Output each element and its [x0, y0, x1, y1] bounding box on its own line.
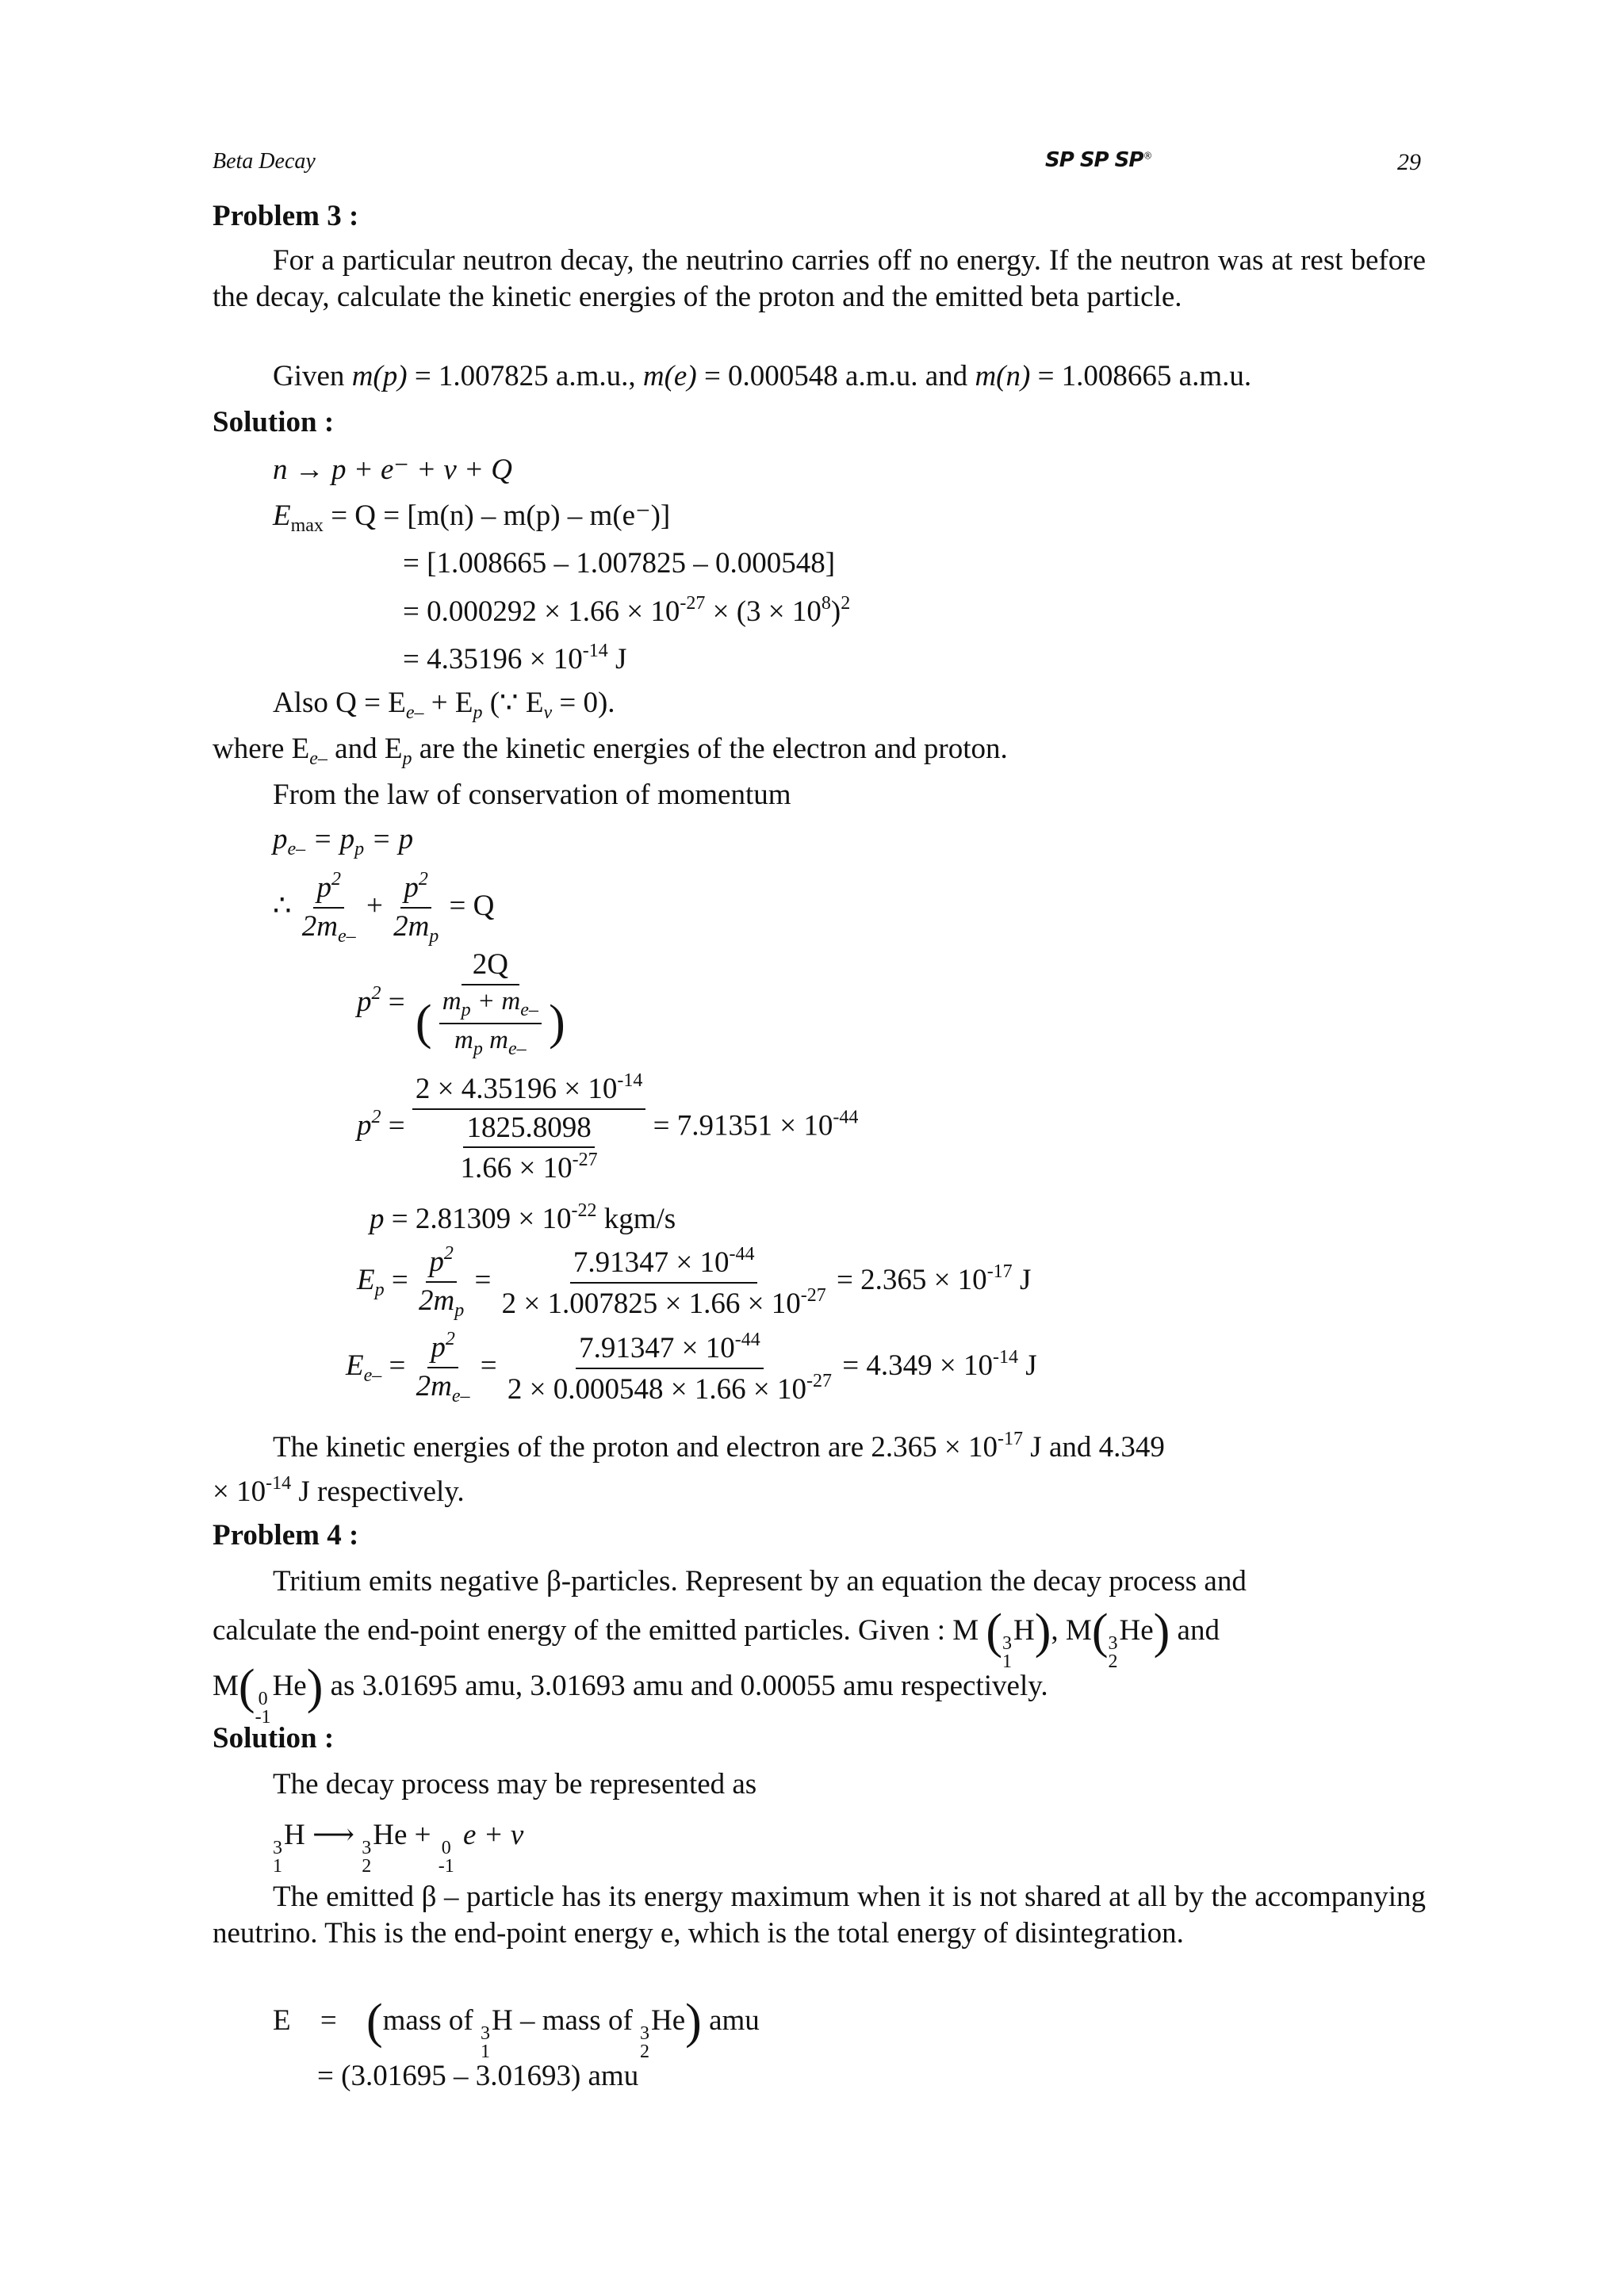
momentum-equation: [273, 821, 413, 861]
p4-comma: ,: [1051, 1614, 1059, 1647]
proton-energy-equation: [357, 1243, 1031, 1322]
concl-exp1: -17: [998, 1429, 1024, 1449]
energy-sum-equation: [273, 869, 494, 947]
mr-m1: m: [442, 986, 462, 1016]
p4-M2: M: [1065, 1614, 1092, 1647]
p4-and: and: [1177, 1614, 1220, 1647]
where-c: are the kinetic energies of the electron and proton.: [412, 733, 1008, 765]
iso-he-sym: He: [1119, 1614, 1154, 1647]
ees-2m: 2m: [416, 1369, 452, 1402]
ee-eq2: =: [480, 1349, 497, 1383]
ees-sub: e–: [451, 1385, 470, 1406]
epn-den: 2 × 1.007825 × 1.66 × 10: [501, 1287, 801, 1320]
therefore-symbol: ∴: [273, 890, 292, 923]
nf-den: [454, 1110, 604, 1186]
de-he-plus: He +: [373, 1819, 431, 1851]
een-den: 2 × 0.000548 × 1.66 × 10: [507, 1372, 807, 1406]
pv-val: = 2.81309 × 10: [391, 1203, 572, 1235]
me-value: = 0.000548 a.m.u. and: [703, 360, 968, 392]
solution4-paragraph: The emitted β – particle has its energy maximum when it is not shared at all by the accompanying neutrino. This is the end-point energy e, which is the total energy of disintegration.: [213, 1881, 1426, 1950]
equals-Q: = Q: [449, 890, 495, 923]
ee2-h-z: 1: [480, 2041, 490, 2062]
problem4-line3: M( 0 -1 He) as 3.01695 amu, 3.01693 amu and 0.00055 amu respectively.: [213, 1660, 1048, 1728]
iso-e-a: 0: [258, 1689, 268, 1709]
ep-sub: p: [374, 1280, 385, 1301]
logo-reg-mark: ®: [1143, 150, 1152, 162]
ep-symbolic: $\frac{p^2}{2m_p}$: [418, 1243, 465, 1321]
concl-b: J and 4.349: [1023, 1431, 1165, 1464]
concl-a: The kinetic energies of the proton and electron are 2.365 × 10: [273, 1431, 998, 1464]
mr-plus-m: + m: [470, 986, 521, 1016]
mom-p: = p: [364, 823, 414, 855]
step3-exp: -14: [582, 641, 608, 661]
mn-value: = 1.008665 a.m.u.: [1037, 360, 1252, 392]
de-arrow: ⟶: [312, 1819, 355, 1851]
ee-numeric: [504, 1330, 835, 1406]
step3-a: = 4.35196 × 10: [403, 643, 583, 675]
frac-p-p: p: [404, 871, 419, 904]
concl-d: J respectively.: [291, 1475, 465, 1508]
conclusion-line1: [273, 1427, 1165, 1466]
mom-p-p: = p: [305, 823, 355, 855]
mp-label: m(p): [351, 360, 408, 392]
solution4-intro: The decay process may be represented as: [273, 1768, 757, 1800]
page-number: 29: [1397, 149, 1421, 175]
nf-num: 2 × 4.35196 × 10: [415, 1073, 618, 1105]
step2-exp2: 8: [821, 593, 831, 614]
conclusion-line2: [213, 1471, 465, 1510]
p-value: [370, 1199, 676, 1238]
ee2-he-z: 2: [640, 2041, 650, 2062]
also-equation: [273, 685, 615, 725]
ee-E: E: [346, 1349, 364, 1383]
de-he-z: 2: [362, 1855, 372, 1877]
ep-eq2: =: [474, 1264, 492, 1297]
also-sub2: p: [473, 702, 483, 723]
mr-sub-p: p: [461, 999, 471, 1020]
solution3-heading: Solution :: [213, 406, 335, 438]
eps-sub: p: [454, 1299, 465, 1321]
mp-value: = 1.007825 a.m.u.,: [414, 360, 636, 392]
iso-he-z: 2: [1108, 1651, 1118, 1672]
p4-M3: M: [213, 1670, 239, 1702]
iso-he-a: 3: [1108, 1633, 1118, 1654]
frac-p-2m: 2m: [393, 909, 430, 943]
mom-sub2: p: [354, 839, 365, 859]
step2-exp3: 2: [841, 593, 851, 614]
problem4-line1: Tritium emits negative β-particles. Represent by an equation the decay process and: [273, 1565, 1247, 1598]
running-title: Beta Decay: [213, 149, 316, 174]
where-a: where E: [213, 733, 310, 765]
ee-unit: J: [1018, 1349, 1037, 1383]
lhs-p: p: [357, 985, 372, 1019]
ee-sub: e–: [363, 1365, 382, 1387]
de-tail: e + v: [455, 1819, 524, 1851]
ee2-E: E: [273, 2004, 291, 2037]
emax-equation: [273, 498, 670, 538]
where-sub2: p: [402, 748, 412, 769]
mom-p-e: p: [273, 823, 288, 855]
ee2-minus: H – mass of: [491, 2004, 633, 2037]
publisher-logo: [1045, 147, 1151, 174]
nf-inner: [458, 1112, 601, 1186]
also-mid: + E: [423, 687, 473, 719]
problem3-statement: For a particular neutron decay, the neutrino carries off no energy. If the neutron was at rest before the decay, calculate the kinetic energies of the proton and the emitted beta particle.: [213, 244, 1426, 314]
mr-m3: m: [489, 1026, 508, 1055]
step-3: [403, 639, 626, 678]
de-h: H: [284, 1819, 305, 1851]
iso-e-z: -1: [255, 1706, 271, 1728]
lhs2-p: p: [357, 1109, 372, 1142]
energy-final-line: = (3.01695 – 3.01693) amu: [317, 2060, 639, 2092]
mass-ratio-frac: [439, 987, 542, 1061]
p-squared-formula: $p^2$ = 2Q ( $\frac{m_p + m_{e-}}{m_p m_{e-}}$ ): [357, 948, 569, 1061]
frac-e-p: p: [316, 871, 331, 904]
epn-num: 7.91347 × 10: [573, 1246, 730, 1280]
electron-energy-equation: [346, 1329, 1037, 1407]
solution4-heading: Solution :: [213, 1722, 335, 1755]
mn-label: m(n): [975, 360, 1031, 392]
ee2-massof: mass of: [382, 2004, 473, 2037]
step-1: = [1.008665 – 1.007825 – 0.000548]: [403, 547, 836, 580]
iso-h-z: 1: [1002, 1651, 1013, 1672]
where-sub1: e–: [309, 748, 327, 769]
step2-a: = 0.000292 × 1.66 × 10: [403, 595, 680, 628]
also-tail: = 0).: [552, 687, 615, 719]
problem3-given: [273, 358, 1251, 395]
ee2-eq: =: [320, 2004, 337, 2037]
de-e-a: 0: [441, 1838, 451, 1858]
p-squared-numeric: $p^2$ = $\frac{2 \times 4.35196 \times 10^{-14}}{\frac{1825.8098}{1.66 \times 10^{-27}}}$ = $7.91351 \times 10^{-44}$: [357, 1070, 859, 1185]
ee2-he: He: [651, 2004, 686, 2037]
ee2-h-a: 3: [480, 2023, 490, 2044]
ee2-amu: amu: [701, 2004, 760, 2037]
mr-sub-e: e–: [520, 999, 538, 1020]
also-sub3: ν: [543, 702, 553, 723]
equals: =: [388, 985, 405, 1019]
ee2-he-a: 3: [640, 2023, 650, 2044]
nf-inner-den: 1.66 × 10: [460, 1152, 573, 1185]
p4-l3-tail: as 3.01695 amu, 3.01693 amu and 0.00055 amu respectively.: [323, 1670, 1048, 1702]
numeric-fraction: [412, 1070, 645, 1186]
iso-h-sym: H: [1013, 1614, 1035, 1647]
step2-exp: -27: [680, 593, 706, 614]
ee-eq1: =: [389, 1349, 406, 1383]
ep-result: = 2.365 × 10: [836, 1264, 987, 1297]
de-h-a: 3: [273, 1838, 282, 1858]
ee-result-exp: -14: [993, 1347, 1018, 1368]
nf-num-exp: -14: [617, 1070, 643, 1091]
pv-p: p: [370, 1203, 385, 1235]
mr-sub-e2: e–: [508, 1039, 527, 1060]
ep-numeric: [499, 1244, 829, 1321]
de-he-a: 3: [362, 1838, 372, 1858]
p4-l2-text: calculate the end-point energy of the emitted particles. Given : M: [213, 1614, 979, 1647]
tritium-decay-equation: [273, 1817, 523, 1876]
nf-inner-num: 1825.8098: [463, 1112, 594, 1149]
problem4-line2: calculate the end-point energy of the emitted particles. Given : M ( 3 1 H), M( 3 2 He) and: [213, 1605, 1220, 1672]
plus-sign: +: [366, 890, 383, 923]
reaction-equation: n → p + e⁻ + ν + Q: [273, 453, 512, 486]
step2-c: ): [830, 595, 841, 628]
p2-result-exp: -44: [833, 1107, 859, 1128]
fraction-electron: $\frac{p^2}{2m_{e-}}$: [301, 869, 356, 947]
mr-m2: m: [454, 1026, 473, 1055]
ep-eq1: =: [391, 1264, 408, 1297]
nf-inner-exp: -27: [572, 1150, 598, 1171]
eps-2m: 2m: [418, 1284, 455, 1317]
ee-symbolic: $\frac{p^2}{2m_{e-}}$: [416, 1329, 470, 1406]
ep-unit: J: [1012, 1264, 1032, 1297]
p2-result: = 7.91351 × 10: [653, 1109, 833, 1142]
p2-fraction: [412, 948, 569, 1061]
frac-e-2m: 2m: [301, 909, 339, 943]
twoQ: 2Q: [462, 948, 519, 985]
problem3-heading: Problem 3 :: [213, 200, 359, 232]
mass-ratio: ( $\frac{m_p + m_{e-}}{m_p m_{e-}}$ ): [415, 986, 565, 1060]
ee-result: = 4.349 × 10: [842, 1349, 993, 1383]
logo-text: SP SP SP: [1045, 148, 1143, 172]
iso-e-sym: He: [272, 1670, 307, 1702]
also-sub1: e–: [405, 702, 424, 723]
ep-E: E: [357, 1264, 375, 1297]
epn-den-exp: -27: [800, 1284, 826, 1306]
een-den-exp: -27: [806, 1370, 833, 1391]
concl-exp2: -14: [266, 1473, 292, 1494]
iso-h-a: 3: [1002, 1633, 1013, 1654]
ep-result-exp: -17: [986, 1261, 1013, 1283]
mr-sub-p2: p: [473, 1039, 483, 1060]
step3-unit: J: [615, 643, 627, 675]
emax-symbol: E: [273, 499, 291, 532]
also-a: Also Q = E: [273, 687, 406, 719]
given-prefix: Given: [273, 360, 345, 392]
step2-b: × (3 × 10: [712, 595, 822, 628]
step-2: [403, 591, 850, 630]
where-b: and E: [327, 733, 403, 765]
emax-subscript: max: [290, 515, 324, 536]
concl-c: × 10: [213, 1475, 266, 1508]
een-num: 7.91347 × 10: [579, 1332, 735, 1365]
fraction-proton: $\frac{p^2}{2m_p}$: [393, 869, 439, 947]
een-num-exp: -44: [734, 1330, 760, 1351]
momentum-law: From the law of conservation of momentum: [273, 779, 791, 811]
de-e-z: -1: [438, 1855, 454, 1877]
frac-e-sub: e–: [338, 925, 356, 947]
emax-rhs: = Q = [m(n) – m(p) – m(e⁻)]: [331, 499, 671, 532]
energy-expression: E = (mass of 3 1 H – mass of 3 2 He) amu: [273, 1995, 760, 2062]
epn-num-exp: -44: [729, 1244, 755, 1265]
pv-unit: kgm/s: [596, 1203, 676, 1235]
equals2: =: [388, 1109, 405, 1142]
me-label: m(e): [642, 360, 697, 392]
ees-p: p: [431, 1331, 446, 1364]
de-h-z: 1: [273, 1855, 282, 1877]
where-line: [213, 731, 1008, 771]
mom-sub1: e–: [287, 839, 306, 859]
pv-exp: -22: [571, 1200, 597, 1221]
frac-p-sub: p: [429, 925, 439, 947]
problem4-heading: Problem 4 :: [213, 1519, 359, 1552]
eps-p: p: [429, 1246, 444, 1278]
also-end: (∵ E: [482, 687, 544, 719]
